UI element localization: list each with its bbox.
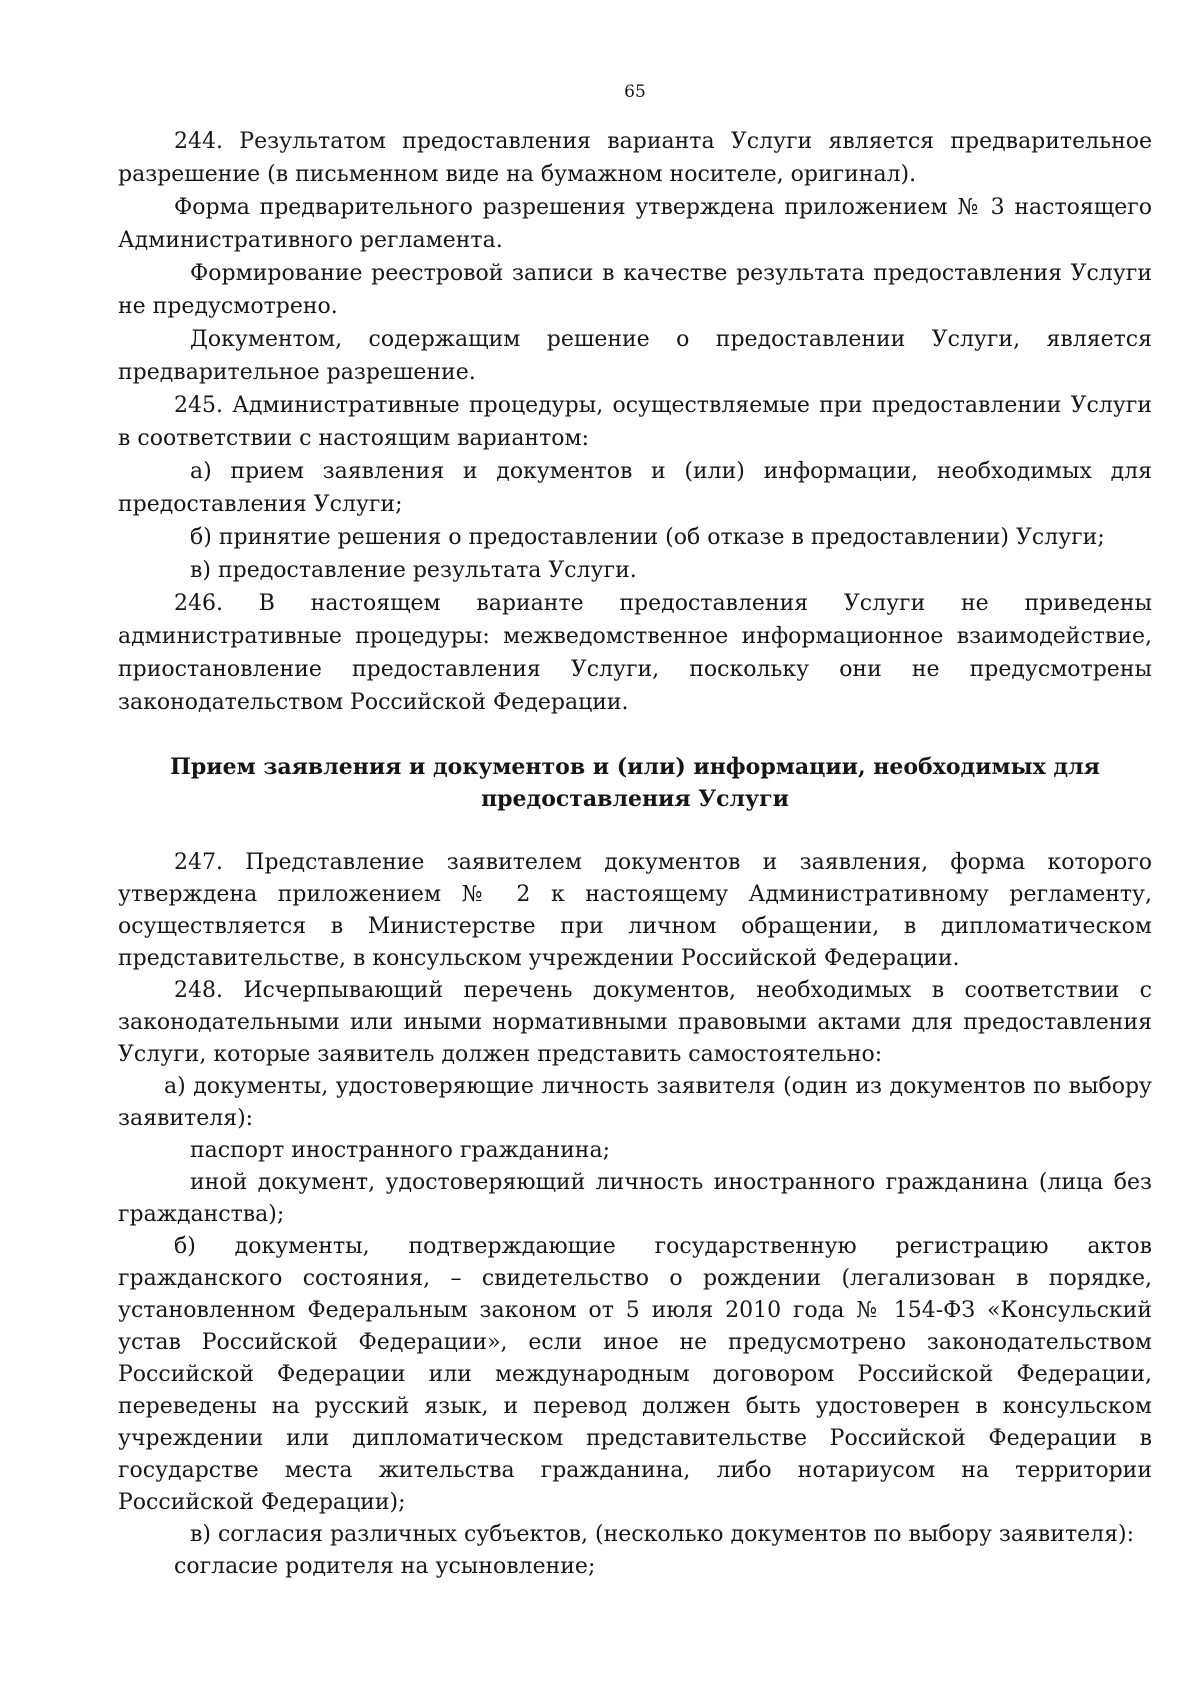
- paragraph-decision-document: Документом, содержащим решение о предоставлении Услуги, является предварительное разрешение.: [118, 327, 1152, 385]
- paragraph-form-approval: Форма предварительного разрешения утверждена приложением № 3 настоящего Административного регламента.: [118, 195, 1152, 253]
- list-item-parent-consent: согласие родителя на усыновление;: [174, 1554, 596, 1579]
- paragraph-247: 247. Представление заявителем документов и заявления, форма которого утверждена приложением № 2 к настоящему Административному регламенту, осуществляется в Министерстве при личном обращении, в дипломатическом представительстве, в консульском учреждении Российской Федерации.: [118, 850, 1152, 971]
- section-heading: Прием заявления и документов и (или) информации, необходимых для предоставления Услуги: [170, 754, 1100, 812]
- page-number: 65: [624, 82, 646, 102]
- paragraph-registry-record: Формирование реестровой записи в качестве результата предоставления Услуги не предусмотрено.: [118, 261, 1152, 319]
- paragraph-245: 245. Административные процедуры, осуществляемые при предоставлении Услуги в соответствии с настоящим вариантом:: [118, 393, 1152, 451]
- paragraph-246: 246. В настоящем варианте предоставления Услуги не приведены административные процедуры: межведомственное информационное взаимодействие, приостановление предоставления Услуги, поскольку они не предусмотрены законодательством Российской Федерации.: [118, 591, 1152, 715]
- list-item-other-id: иной документ, удостоверяющий личность иностранного гражданина (лица без гражданства);: [118, 1170, 1152, 1227]
- list-item-245-c: в) предоставление результата Услуги.: [190, 558, 637, 583]
- list-item-245-b: б) принятие решения о предоставлении (об отказе в предоставлении) Услуги;: [190, 525, 1105, 550]
- list-item-248-c: в) согласия различных субъектов, (несколько документов по выбору заявителя):: [190, 1522, 1135, 1547]
- paragraph-248: 248. Исчерпывающий перечень документов, необходимых в соответствии с законодательными или иными нормативными правовыми актами для предоставления Услуги, которые заявитель должен представить самостоятельно:: [118, 978, 1152, 1067]
- list-item-245-a: а) прием заявления и документов и (или) информации, необходимых для предоставления Услуги;: [118, 459, 1152, 517]
- list-item-248-a: а) документы, удостоверяющие личность заявителя (один из документов по выбору заявителя):: [118, 1074, 1152, 1131]
- list-item-passport: паспорт иностранного гражданина;: [190, 1138, 610, 1163]
- list-item-248-b: б) документы, подтверждающие государственную регистрацию актов гражданского состояния, – свидетельство о рождении (легализован в порядке, установленном Федеральным законом от 5 июля 2010 года № 154-ФЗ «Консульский устав Российской Федерации», если иное не предусмотрено законодательством Российской Федерации или международным договором Российской Федерации, переведены на русский язык, и перевод должен быть удостоверен в консульском учреждении или дипломатическом представительстве Российской Федерации в государстве места жительства гражданина, либо нотариусом на территории Российской Федерации);: [118, 1234, 1152, 1515]
- paragraph-244: 244. Результатом предоставления варианта Услуги является предварительное разрешение (в письменном виде на бумажном носителе, оригинал).: [118, 129, 1152, 187]
